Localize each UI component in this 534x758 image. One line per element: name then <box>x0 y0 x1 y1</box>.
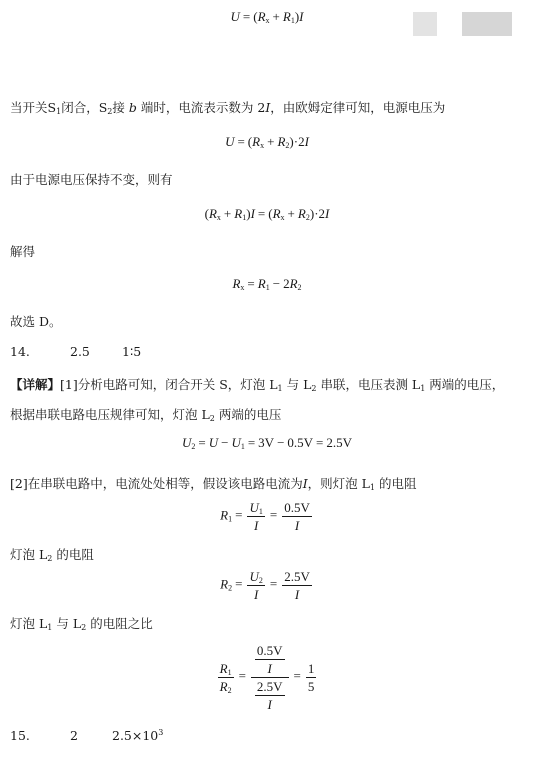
explain-line-3: [2]在串联电路中，电流处处相等，假设该电路电流为I，则灯泡 $L_1$ 的电阻 <box>10 476 417 492</box>
paragraph-switch-condition: 当开关$S_1$闭合，$S_2$接 b 端时，电流表示数为 2I，由欧姆定律可知，电源电压为 <box>10 100 446 116</box>
paragraph-solve: 解得 <box>10 244 36 259</box>
equation-5: $U_2 = U - U_1 = 3V - 0.5V = 2.5V$ <box>181 435 353 451</box>
question-14-answers: 14. 2.5 1∶5 <box>10 344 142 359</box>
equation-3: $(R_x + R_1)I = (R_x + R_2)\cdot 2I$ <box>204 206 330 222</box>
explain-line-4: 灯泡 $L_2$ 的电阻 <box>10 547 94 563</box>
paragraph-answer-d: 故选 D。 <box>10 314 62 329</box>
paragraph-voltage-constant: 由于电源电压保持不变，则有 <box>10 172 173 187</box>
equation-1: $U = (R_x + R_1)I$ <box>230 9 304 25</box>
explain-line-1: 【详解】[1]分析电路可知，闭合开关 S，灯泡 $L_1$ 与 $L_2$ 串联，电压表测 $L_1$ 两端的电压， <box>10 377 505 393</box>
question-15-answers: 15. 2 $2.5\times 10^3$ <box>10 728 164 743</box>
equation-6: $R_1$ = $\frac{U_1}{I}$ = $\frac{0.5V}{I}$ <box>220 500 310 533</box>
explain-line-5: 灯泡 $L_1$ 与 $L_2$ 的电阻之比 <box>10 616 153 632</box>
equation-2: $U = (R_x + R_2)\cdot 2I$ <box>225 134 309 150</box>
equation-7: $R_2$ = $\frac{U_2}{I}$ = $\frac{2.5V}{I}$ <box>220 569 310 602</box>
equation-4: $R_x = R_1 - 2R_2$ <box>232 276 302 292</box>
explain-line-2: 根据串联电路电压规律可知，灯泡 $L_2$ 两端的电压 <box>10 407 282 423</box>
equation-8: $\frac{R_1}{R_2}$ = $\frac{\frac{0.5V}{I}}{\frac{2.5V}{I}}$ = $\frac{1}{5}$ <box>219 643 315 712</box>
